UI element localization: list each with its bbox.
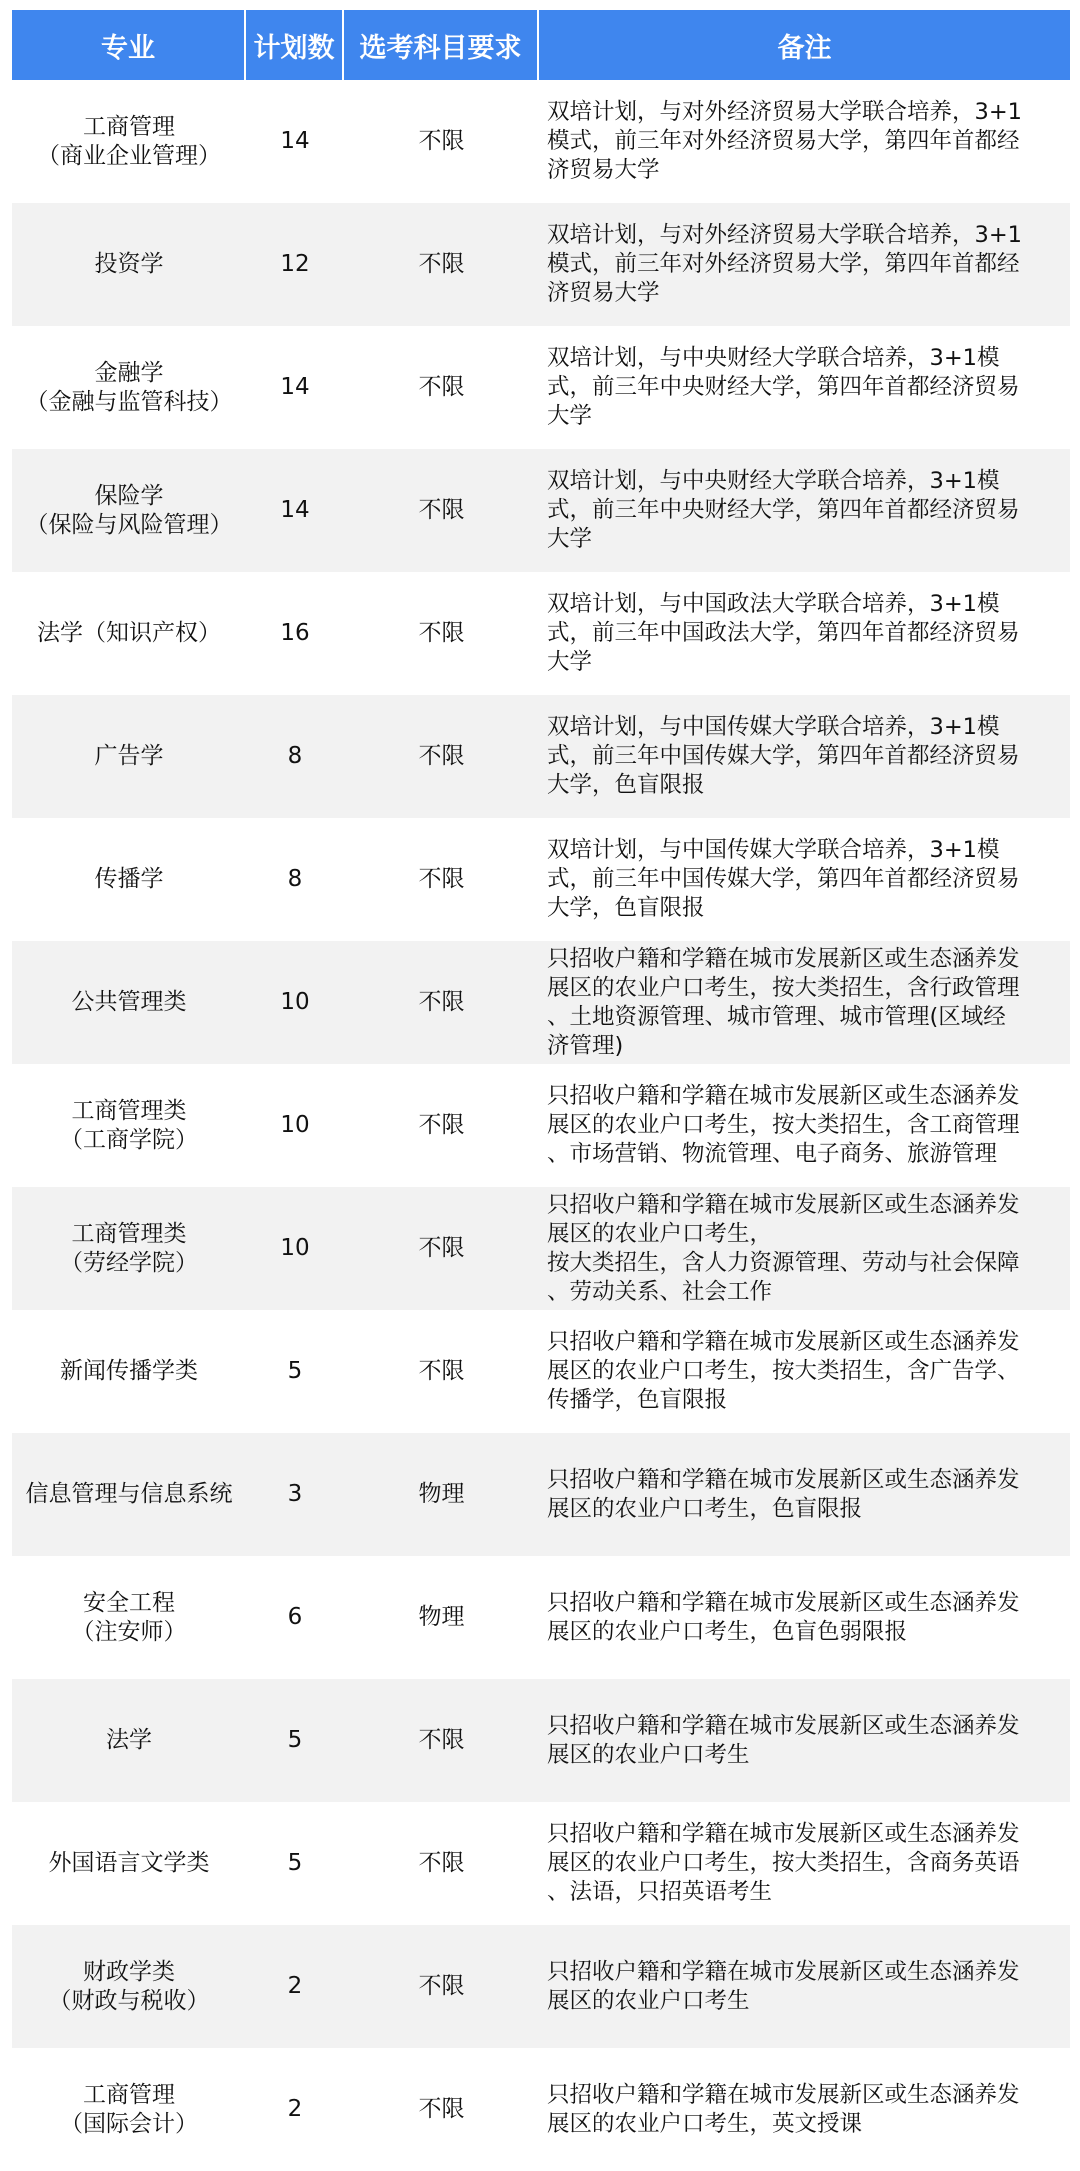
subject-requirement: 不限 xyxy=(418,1973,465,1999)
major-cell xyxy=(12,1802,246,1925)
plan-count: 2 xyxy=(287,2096,303,2122)
plan-count: 16 xyxy=(280,620,310,646)
plan-count: 14 xyxy=(280,374,310,400)
major-cell xyxy=(12,1310,246,1433)
notes-cell xyxy=(539,1310,1070,1433)
table-row xyxy=(12,1064,1070,1187)
table-row xyxy=(12,326,1070,449)
notes-text: 只招收户籍和学籍在城市发展新区或生态涵养发 展区的农业户口考生，色盲限报 xyxy=(547,1466,1020,1522)
notes-text: 只招收户籍和学籍在城市发展新区或生态涵养发 展区的农业户口考生，色盲色弱限报 xyxy=(547,1589,1020,1645)
notes-cell xyxy=(539,695,1070,818)
table-row xyxy=(12,1802,1070,1925)
notes-text: 双培计划，与对外经济贸易大学联合培养，3+1 模式，前三年对外经济贸易大学，第四年首都经 济贸易大学 xyxy=(547,222,1022,306)
major-cell xyxy=(12,1679,246,1802)
major-name: 传播学 xyxy=(94,866,164,892)
admissions-table xyxy=(12,10,1070,2171)
notes-text: 只招收户籍和学籍在城市发展新区或生态涵养发 展区的农业户口考生 xyxy=(547,1958,1020,2014)
table-row xyxy=(12,2048,1070,2171)
table-row xyxy=(12,1925,1070,2048)
notes-cell xyxy=(539,80,1070,203)
subject-requirement: 不限 xyxy=(418,251,465,277)
table-row xyxy=(12,1187,1070,1310)
table-body xyxy=(12,80,1070,2171)
table-row xyxy=(12,572,1070,695)
major-cell xyxy=(12,449,246,572)
plan-count: 10 xyxy=(280,1112,310,1138)
header-major: 专业 xyxy=(12,10,246,80)
plan-count: 8 xyxy=(287,743,303,769)
major-name: 保险学 xyxy=(94,482,164,509)
major-name: 工商管理类 xyxy=(71,1097,187,1124)
subject-requirement: 不限 xyxy=(418,1235,465,1261)
subject-requirement: 不限 xyxy=(418,374,465,400)
plan-count: 10 xyxy=(280,1235,310,1261)
notes-cell xyxy=(539,572,1070,695)
plan-count: 5 xyxy=(287,1850,303,1876)
major-cell xyxy=(12,941,246,1064)
table-row xyxy=(12,80,1070,203)
table-row xyxy=(12,695,1070,818)
notes-text: 双培计划，与中国政法大学联合培养，3+1模 式，前三年中国政法大学，第四年首都经济贸易 大学 xyxy=(547,591,1020,675)
major-name: 外国语言文学类 xyxy=(48,1850,210,1876)
table-row xyxy=(12,1310,1070,1433)
header-plan: 计划数 xyxy=(246,10,344,80)
major-cell xyxy=(12,1925,246,2048)
major-name: 新闻传播学类 xyxy=(60,1358,198,1384)
subject-requirement: 不限 xyxy=(418,1112,465,1138)
major-subtitle: （注安师） xyxy=(71,1618,187,1645)
major-cell xyxy=(12,80,246,203)
major-name: 财政学类 xyxy=(83,1958,175,1985)
major-cell xyxy=(12,572,246,695)
notes-text: 双培计划，与中国传媒大学联合培养，3+1模 式，前三年中国传媒大学，第四年首都经济贸易 大学，色盲限报 xyxy=(547,714,1020,798)
notes-text: 双培计划，与中央财经大学联合培养，3+1模 式，前三年中央财经大学，第四年首都经济贸易 大学 xyxy=(547,345,1020,429)
notes-cell xyxy=(539,1556,1070,1679)
table-row xyxy=(12,1679,1070,1802)
subject-requirement: 不限 xyxy=(418,1850,465,1876)
notes-text: 只招收户籍和学籍在城市发展新区或生态涵养发 展区的农业户口考生，按大类招生，含工商管理 、市场营销、物流管理、电子商务、旅游管理 xyxy=(547,1083,1020,1167)
major-subtitle: （保险与风险管理） xyxy=(25,511,233,538)
major-subtitle: （商业企业管理） xyxy=(37,142,221,169)
major-cell xyxy=(12,818,246,941)
notes-cell xyxy=(539,1679,1070,1802)
major-subtitle: （工商学院） xyxy=(60,1126,198,1153)
major-cell xyxy=(12,1556,246,1679)
notes-text: 双培计划，与对外经济贸易大学联合培养，3+1 模式，前三年对外经济贸易大学，第四年首都经 济贸易大学 xyxy=(547,99,1022,183)
major-name: 安全工程 xyxy=(83,1589,175,1616)
plan-count: 6 xyxy=(287,1604,303,1630)
notes-cell xyxy=(539,1925,1070,2048)
major-name: 法学（知识产权） xyxy=(37,620,221,646)
subject-requirement: 不限 xyxy=(418,128,465,154)
major-subtitle: （财政与税收） xyxy=(48,1987,210,2014)
plan-count: 2 xyxy=(287,1973,303,1999)
notes-cell xyxy=(539,449,1070,572)
major-name: 工商管理类 xyxy=(71,1220,187,1247)
notes-cell xyxy=(539,1802,1070,1925)
header-notes: 备注 xyxy=(777,32,832,64)
major-cell xyxy=(12,1064,246,1187)
table-row xyxy=(12,203,1070,326)
major-name: 工商管理 xyxy=(83,2081,175,2108)
subject-requirement: 不限 xyxy=(418,743,465,769)
table-row xyxy=(12,1556,1070,1679)
notes-cell xyxy=(539,326,1070,449)
plan-count: 14 xyxy=(280,128,310,154)
subject-requirement: 不限 xyxy=(418,2096,465,2122)
notes-text: 只招收户籍和学籍在城市发展新区或生态涵养发 展区的农业户口考生，按大类招生，含行政管理 、土地资源管理、城市管理、城市管理(区域经 济管理) xyxy=(547,945,1020,1059)
notes-text: 双培计划，与中央财经大学联合培养，3+1模 式，前三年中央财经大学，第四年首都经济贸易 大学 xyxy=(547,468,1020,552)
plan-count: 14 xyxy=(280,497,310,523)
major-cell xyxy=(12,695,246,818)
subject-requirement: 不限 xyxy=(418,989,465,1015)
notes-cell xyxy=(539,818,1070,941)
plan-count: 3 xyxy=(287,1481,303,1507)
major-name: 广告学 xyxy=(94,743,164,769)
table-row xyxy=(12,449,1070,572)
plan-count: 10 xyxy=(280,989,310,1015)
subject-requirement: 不限 xyxy=(418,1727,465,1753)
major-subtitle: （劳经学院） xyxy=(60,1249,198,1276)
major-name: 投资学 xyxy=(94,251,164,277)
major-cell xyxy=(12,1433,246,1556)
table-row xyxy=(12,941,1070,1064)
subject-requirement: 不限 xyxy=(418,620,465,646)
notes-cell xyxy=(539,941,1070,1064)
major-subtitle: （金融与监管科技） xyxy=(25,388,233,415)
notes-cell xyxy=(539,1187,1070,1310)
plan-count: 12 xyxy=(280,251,310,277)
notes-cell xyxy=(539,203,1070,326)
plan-count: 8 xyxy=(287,866,303,892)
table-row xyxy=(12,818,1070,941)
subject-requirement: 不限 xyxy=(418,866,465,892)
notes-text: 只招收户籍和学籍在城市发展新区或生态涵养发 展区的农业户口考生，英文授课 xyxy=(547,2081,1020,2137)
notes-cell xyxy=(539,2048,1070,2171)
notes-text: 只招收户籍和学籍在城市发展新区或生态涵养发 展区的农业户口考生 xyxy=(547,1712,1020,1768)
subject-requirement: 物理 xyxy=(418,1604,465,1630)
major-cell xyxy=(12,326,246,449)
major-name: 工商管理 xyxy=(83,113,175,140)
major-name: 金融学 xyxy=(94,359,164,386)
plan-count: 5 xyxy=(287,1727,303,1753)
major-name: 公共管理类 xyxy=(71,989,187,1015)
table-header xyxy=(12,10,1070,80)
subject-requirement: 物理 xyxy=(418,1481,465,1507)
major-cell xyxy=(12,203,246,326)
notes-text: 只招收户籍和学籍在城市发展新区或生态涵养发 展区的农业户口考生，按大类招生，含商务英语 、法语，只招英语考生 xyxy=(547,1821,1020,1905)
major-cell xyxy=(12,1187,246,1310)
notes-cell xyxy=(539,1433,1070,1556)
subject-requirement: 不限 xyxy=(418,497,465,523)
notes-text: 只招收户籍和学籍在城市发展新区或生态涵养发 展区的农业户口考生，按大类招生，含广告学、 传播学，色盲限报 xyxy=(547,1329,1020,1413)
major-cell xyxy=(12,2048,246,2171)
notes-cell xyxy=(539,1064,1070,1187)
plan-count: 5 xyxy=(287,1358,303,1384)
notes-text: 只招收户籍和学籍在城市发展新区或生态涵养发 展区的农业户口考生， 按大类招生，含人力资源管理、劳动与社会保障 、劳动关系、社会工作 xyxy=(547,1191,1020,1305)
major-name: 法学 xyxy=(106,1727,152,1753)
subject-requirement: 不限 xyxy=(418,1358,465,1384)
header-requirement: 选考科目要求 xyxy=(344,10,539,80)
major-subtitle: （国际会计） xyxy=(60,2110,198,2137)
notes-text: 双培计划，与中国传媒大学联合培养，3+1模 式，前三年中国传媒大学，第四年首都经济贸易 大学，色盲限报 xyxy=(547,837,1020,921)
major-name: 信息管理与信息系统 xyxy=(25,1481,233,1507)
table-row xyxy=(12,1433,1070,1556)
